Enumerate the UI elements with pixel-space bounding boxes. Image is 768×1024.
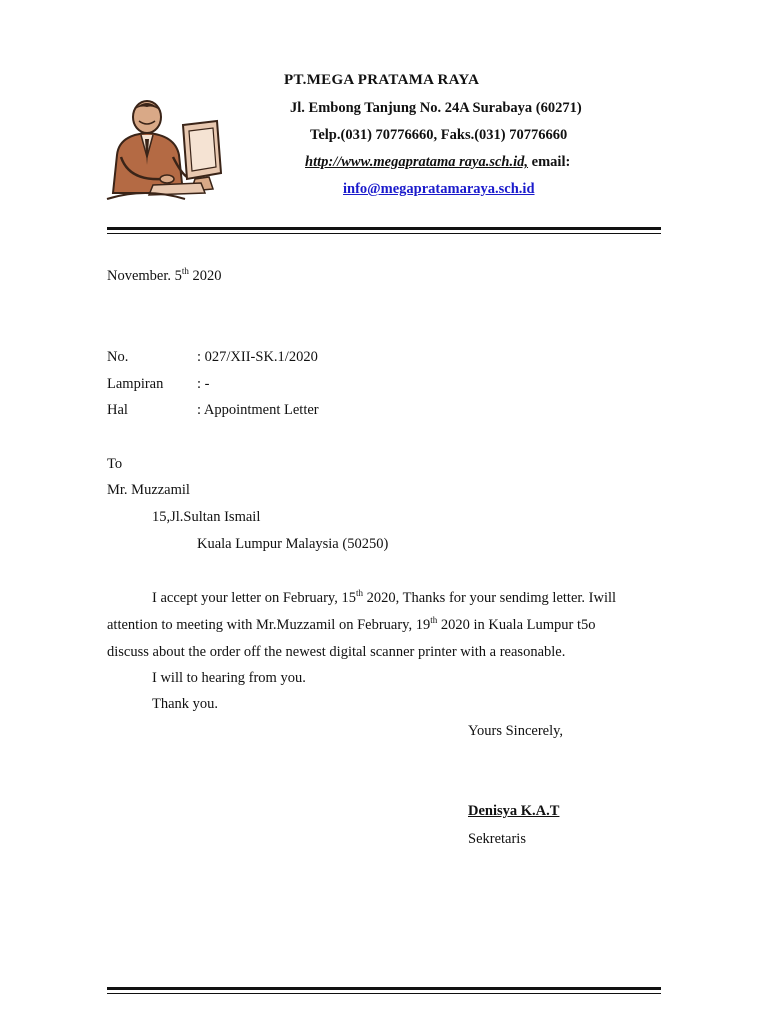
body-line-1-ordinal: th — [356, 588, 364, 598]
recipient-name: Mr. Muzzamil — [107, 482, 190, 498]
body-line-2-ordinal: th — [430, 615, 438, 625]
recipient-to: To — [107, 456, 123, 472]
body-line-5: Thank you. — [152, 696, 219, 712]
company-web-line — [305, 154, 570, 171]
body-line-1-end: 2020, Thanks for your sendimg letter. Iwill — [363, 590, 617, 606]
email-label: email: — [528, 154, 571, 170]
recipient-street: 15,Jl.Sultan Ismail — [152, 509, 261, 525]
meta-label-number: No. — [107, 349, 129, 365]
header-rule-thick — [107, 227, 661, 230]
meta-value-subject: : Appointment Letter — [197, 402, 319, 418]
company-phone-fax: Telp.(031) 70776660, Faks.(031) 70776660 — [310, 127, 568, 143]
date-year: 2020 — [188, 268, 222, 284]
date-text: November. 5 — [107, 268, 182, 284]
company-name: PT.MEGA PRATAMA RAYA — [284, 72, 480, 88]
body-line-2 — [107, 617, 596, 634]
recipient-city: Kuala Lumpur Malaysia (50250) — [197, 536, 389, 552]
header-rule-thin — [107, 233, 661, 234]
footer-rule-thin — [107, 993, 661, 994]
meta-value-number: : 027/XII-SK.1/2020 — [197, 349, 318, 365]
body-line-2-start: attention to meeting with Mr.Muzzamil on February, 19 — [107, 617, 431, 633]
letter-date — [107, 268, 222, 285]
date-ordinal: th — [181, 266, 189, 276]
website-link[interactable]: http://www.megapratama raya.sch.id, — [305, 154, 529, 170]
company-address: Jl. Embong Tanjung No. 24A Surabaya (60271) — [290, 100, 582, 116]
body-line-1 — [152, 590, 616, 607]
body-line-3: discuss about the order off the newest digital scanner printer with a reasonable. — [107, 644, 566, 660]
signer-title: Sekretaris — [468, 831, 526, 847]
footer-rule-thick — [107, 987, 661, 990]
meta-value-attachment: : - — [197, 376, 210, 392]
meta-label-attachment: Lampiran — [107, 376, 164, 392]
body-line-2-end: 2020 in Kuala Lumpur t5o — [437, 617, 596, 633]
body-line-4: I will to hearing from you. — [152, 670, 306, 686]
body-line-1-start: I accept your letter on February, 15 — [152, 590, 356, 606]
meta-label-subject: Hal — [107, 402, 128, 418]
signer-name: Denisya K.A.T — [468, 803, 560, 819]
email-link[interactable]: info@megapratamaraya.sch.id — [343, 181, 535, 197]
company-logo-illustration — [105, 95, 225, 205]
closing-salutation: Yours Sincerely, — [468, 723, 564, 739]
